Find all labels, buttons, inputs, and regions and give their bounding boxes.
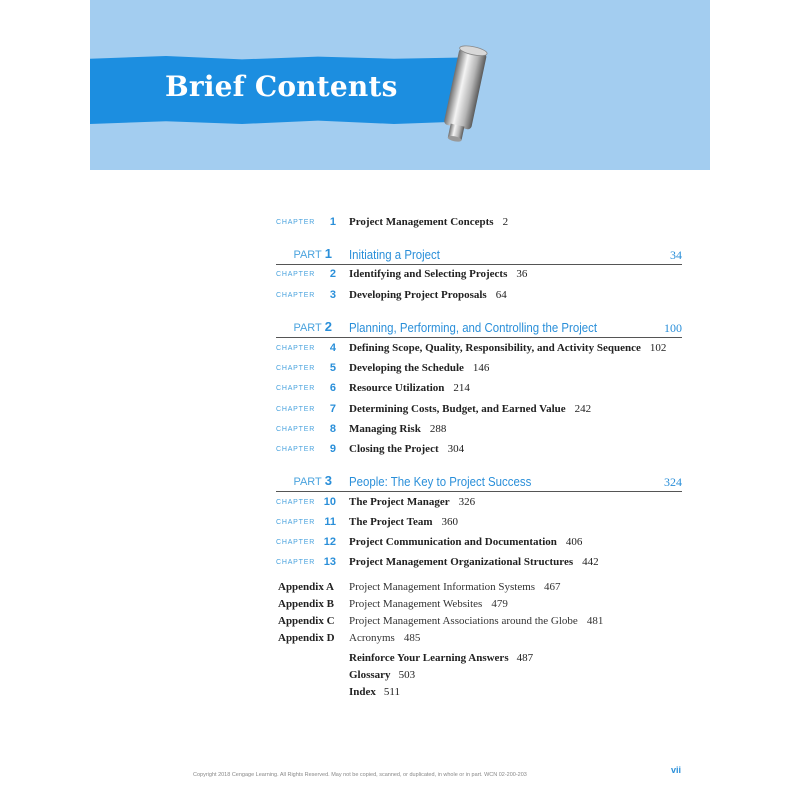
toc-chapter-10[interactable]: [276, 496, 686, 512]
chapter-title: Developing Project Proposals 64: [349, 289, 507, 301]
chapter-page: 442: [582, 556, 599, 568]
part-page: 34: [670, 248, 682, 262]
toc-chapter-11[interactable]: [276, 516, 686, 532]
appendix-page: 467: [544, 581, 561, 593]
chapter-page: 304: [447, 443, 465, 455]
part-title: Initiating a Project: [349, 247, 440, 262]
chapter-title: Managing Risk 288: [349, 423, 447, 435]
appendix-label: Appendix A: [278, 581, 334, 593]
page-number: vii: [671, 765, 682, 775]
chapter-number: 4: [329, 342, 336, 354]
part-page: 100: [664, 321, 682, 335]
chapter-title: Project Management Concepts 2: [349, 216, 509, 228]
back-matter-page: 503: [398, 669, 416, 681]
toc-reinforce-answers[interactable]: Reinforce Your Learning Answers 487: [349, 652, 534, 664]
chapter-number: 11: [324, 516, 336, 528]
appendix-title: Project Management Websites 479: [349, 598, 508, 610]
chapter-number: 9: [329, 443, 336, 455]
chapter-page: 406: [565, 536, 583, 548]
appendix-title: Project Management Associations around the Globe 481: [349, 615, 604, 627]
part-label: PART 2: [293, 319, 332, 334]
toc-chapter-3[interactable]: [276, 289, 686, 305]
chapter-label: CHAPTER: [276, 365, 316, 372]
chapter-label: CHAPTER: [276, 271, 316, 278]
toc-chapter-7[interactable]: [276, 403, 686, 419]
chapter-number: 13: [323, 556, 336, 568]
part-number: 1: [324, 246, 332, 261]
toc-chapter-6[interactable]: [276, 382, 686, 398]
back-matter-page: 487: [516, 652, 534, 664]
chapter-page: 360: [441, 516, 459, 528]
chapter-label: CHAPTER: [276, 345, 316, 352]
chapter-title: The Project Manager 326: [349, 496, 476, 508]
toc-appendix-c[interactable]: [278, 615, 698, 631]
toc-appendix-d[interactable]: [278, 632, 698, 648]
chapter-label: CHAPTER: [276, 519, 316, 526]
chapter-page: 146: [472, 362, 490, 374]
chapter-title: Developing the Schedule 146: [349, 362, 490, 374]
toc-chapter-9[interactable]: [276, 443, 686, 459]
chapter-number: 2: [329, 268, 336, 280]
toc-part-3[interactable]: [276, 469, 682, 492]
chapter-number: 3: [329, 289, 336, 301]
chapter-title: Defining Scope, Quality, Responsibility, and Activity Sequence 102: [349, 342, 667, 354]
appendix-label: Appendix C: [278, 615, 335, 627]
part-number: 3: [324, 473, 332, 488]
chapter-label: CHAPTER: [276, 219, 316, 226]
chapter-title: Project Management Organizational Structures 442: [349, 556, 599, 568]
toc-chapter-8[interactable]: [276, 423, 686, 439]
chapter-page: 326: [458, 496, 476, 508]
chapter-label: CHAPTER: [276, 539, 316, 546]
chapter-label: CHAPTER: [276, 499, 316, 506]
chapter-label: CHAPTER: [276, 446, 316, 453]
chapter-label: CHAPTER: [276, 406, 316, 413]
chapter-number: 7: [329, 403, 336, 415]
toc-index[interactable]: Index 511: [349, 686, 400, 698]
toc-chapter-4[interactable]: [276, 342, 686, 358]
toc-glossary[interactable]: Glossary 503: [349, 669, 416, 681]
back-matter-page: 511: [383, 686, 400, 698]
chapter-number: 6: [329, 382, 336, 394]
appendix-label: Appendix B: [278, 598, 334, 610]
chapter-page: 2: [502, 216, 509, 228]
part-label: PART 1: [293, 246, 332, 261]
part-number: 2: [324, 319, 332, 334]
chapter-number: 12: [323, 536, 336, 548]
chapter-page: 102: [649, 342, 667, 354]
chapter-page: 64: [495, 289, 507, 301]
part-page: 324: [664, 475, 682, 489]
appendix-page: 481: [586, 615, 604, 627]
page-title: Brief Contents: [165, 70, 398, 103]
toc-chapter-12[interactable]: [276, 536, 686, 552]
appendix-page: 485: [403, 632, 421, 644]
chapter-number: 5: [329, 362, 336, 374]
chapter-label: CHAPTER: [276, 385, 316, 392]
chapter-label: CHAPTER: [276, 559, 316, 566]
toc-chapter-13[interactable]: [276, 556, 686, 572]
chapter-title: Identifying and Selecting Projects 36: [349, 268, 528, 280]
chapter-number: 8: [329, 423, 336, 435]
toc-appendix-a[interactable]: [278, 581, 698, 597]
chapter-title: Determining Costs, Budget, and Earned Value 242: [349, 403, 592, 415]
part-title: Planning, Performing, and Controlling the Project: [349, 320, 598, 335]
appendix-title: Project Management Information Systems 467: [349, 581, 561, 593]
toc-chapter-5[interactable]: [276, 362, 686, 378]
toc-part-1[interactable]: [276, 242, 682, 265]
chapter-page: 242: [574, 403, 592, 415]
chapter-title: Closing the Project 304: [349, 443, 465, 455]
copyright-footer: Copyright 2018 Cengage Learning. All Rights Reserved. May not be copied, scanned, or duplicated, in whole or in part. WCN 02-200-203: [193, 772, 527, 778]
chapter-title: Resource Utilization 214: [349, 382, 470, 394]
chapter-page: 214: [453, 382, 470, 394]
toc-chapter-1[interactable]: [276, 216, 686, 232]
chapter-number: 10: [323, 496, 336, 508]
chapter-page: 288: [429, 423, 447, 435]
toc-part-2[interactable]: [276, 315, 682, 338]
chapter-page: 36: [516, 268, 528, 280]
chapter-label: CHAPTER: [276, 292, 316, 299]
toc-chapter-2[interactable]: [276, 268, 686, 284]
chapter-title: Project Communication and Documentation 406: [349, 536, 583, 548]
part-title: People: The Key to Project Success: [349, 474, 532, 489]
appendix-label: Appendix D: [278, 632, 335, 644]
toc-appendix-b[interactable]: [278, 598, 698, 614]
part-label: PART 3: [293, 473, 332, 488]
appendix-page: 479: [491, 598, 508, 610]
chapter-label: CHAPTER: [276, 426, 316, 433]
appendix-title: Acronyms 485: [349, 632, 421, 644]
chapter-number: 1: [329, 216, 336, 228]
chapter-title: The Project Team 360: [349, 516, 459, 528]
